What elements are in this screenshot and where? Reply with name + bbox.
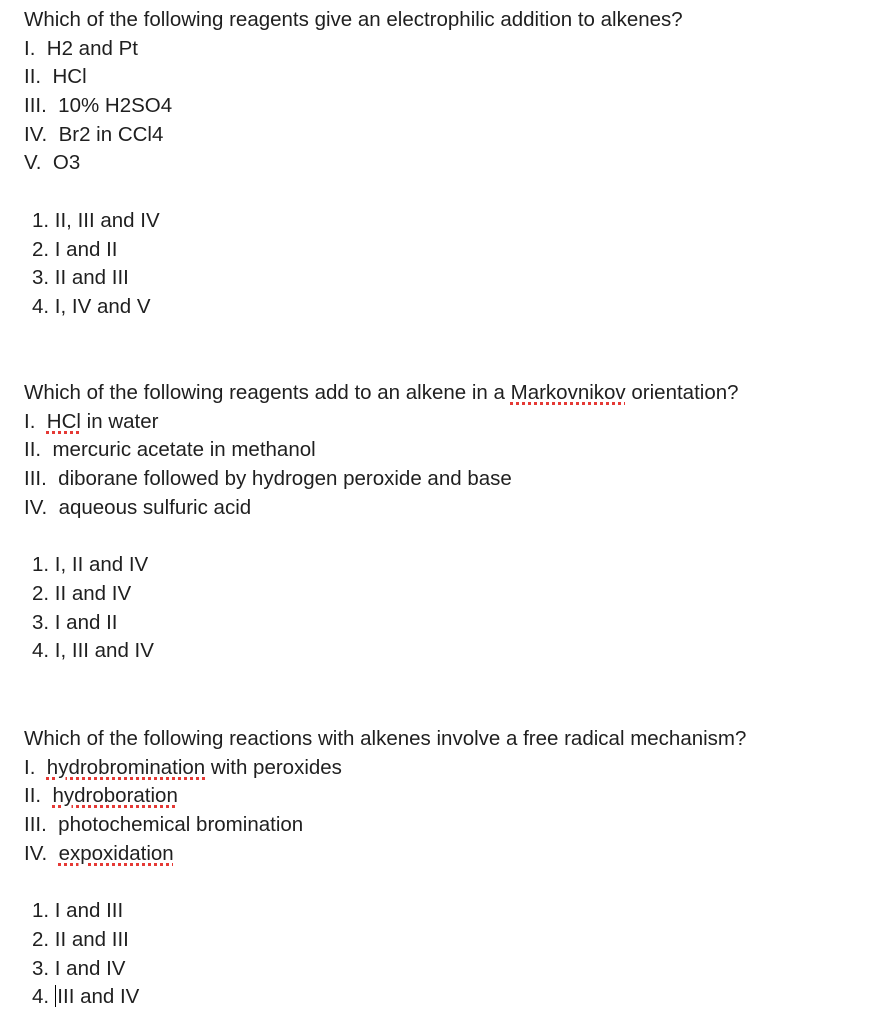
question-1-statement-5: V. O3 xyxy=(24,151,81,175)
question-3-statement-2 xyxy=(24,782,746,811)
question-2-option-4: 4. I, III and IV xyxy=(32,639,154,663)
question-2-options xyxy=(24,551,739,666)
question-1-options xyxy=(24,207,683,322)
statement-text: II. xyxy=(24,784,53,808)
question-3-option-1: 1. I and III xyxy=(32,899,124,923)
spellcheck-flagged-word[interactable]: Markovnikov xyxy=(510,381,626,404)
question-3-option-2: 2. II and III xyxy=(32,927,129,951)
question-2-statement-3: III. diborane followed by hydrogen peroxide and base xyxy=(24,467,512,491)
question-1-option-4: 4. I, IV and V xyxy=(32,294,151,318)
question-3-option-3: 3. I and IV xyxy=(32,956,126,980)
question-1-option-1: 1. II, III and IV xyxy=(32,208,160,232)
question-2 xyxy=(24,379,739,666)
question-2-statement-1 xyxy=(24,408,739,437)
question-1-statement-1: I. H2 and Pt xyxy=(24,36,138,60)
question-2-option-3: 3. I and II xyxy=(32,610,118,634)
question-2-option-1: 1. I, II and IV xyxy=(32,553,149,577)
question-2-prompt-start: Which of the following reagents add to an alkene in a xyxy=(24,381,511,404)
spellcheck-flagged-word[interactable]: expoxidation xyxy=(58,841,174,865)
question-3-options xyxy=(24,897,746,1012)
question-1-option-3: 3. II and III xyxy=(32,266,129,290)
question-1-statement-2: II. HCl xyxy=(24,65,87,89)
question-3-statement-4 xyxy=(24,840,746,869)
question-3-statement-1 xyxy=(24,754,746,783)
option-number: 4. xyxy=(32,985,55,1009)
question-2-statement-4: IV. aqueous sulfuric acid xyxy=(24,495,252,519)
statement-text: with peroxides xyxy=(205,755,342,779)
question-1-statement-3: III. 10% H2SO4 xyxy=(24,94,173,118)
question-1-option-2: 2. I and II xyxy=(32,237,118,261)
statement-text: IV. xyxy=(24,841,59,865)
option-text: III and IV xyxy=(57,985,140,1009)
question-3 xyxy=(24,725,746,1012)
question-1-prompt: Which of the following reagents give an electrophilic addition to alkenes? xyxy=(24,8,683,31)
question-2-statement-2: II. mercuric acetate in methanol xyxy=(24,438,316,462)
statement-text: I. xyxy=(24,409,47,433)
statement-text: in water xyxy=(80,409,159,433)
question-2-prompt xyxy=(24,379,739,408)
question-2-option-2: 2. II and IV xyxy=(32,581,132,605)
question-1 xyxy=(24,6,683,322)
question-2-prompt-end: orientation? xyxy=(625,381,739,404)
spellcheck-flagged-word[interactable]: HCl xyxy=(46,409,81,433)
statement-text: I. xyxy=(24,755,47,779)
spellcheck-flagged-word[interactable]: hydroboration xyxy=(52,784,178,808)
question-3-statement-3: III. photochemical bromination xyxy=(24,813,304,837)
question-3-prompt: Which of the following reactions with alkenes involve a free radical mechanism? xyxy=(24,727,747,750)
spellcheck-flagged-word[interactable]: hydrobromination xyxy=(46,755,206,779)
question-1-statement-4: IV. Br2 in CCl4 xyxy=(24,122,164,146)
question-3-option-4 xyxy=(32,983,746,1012)
